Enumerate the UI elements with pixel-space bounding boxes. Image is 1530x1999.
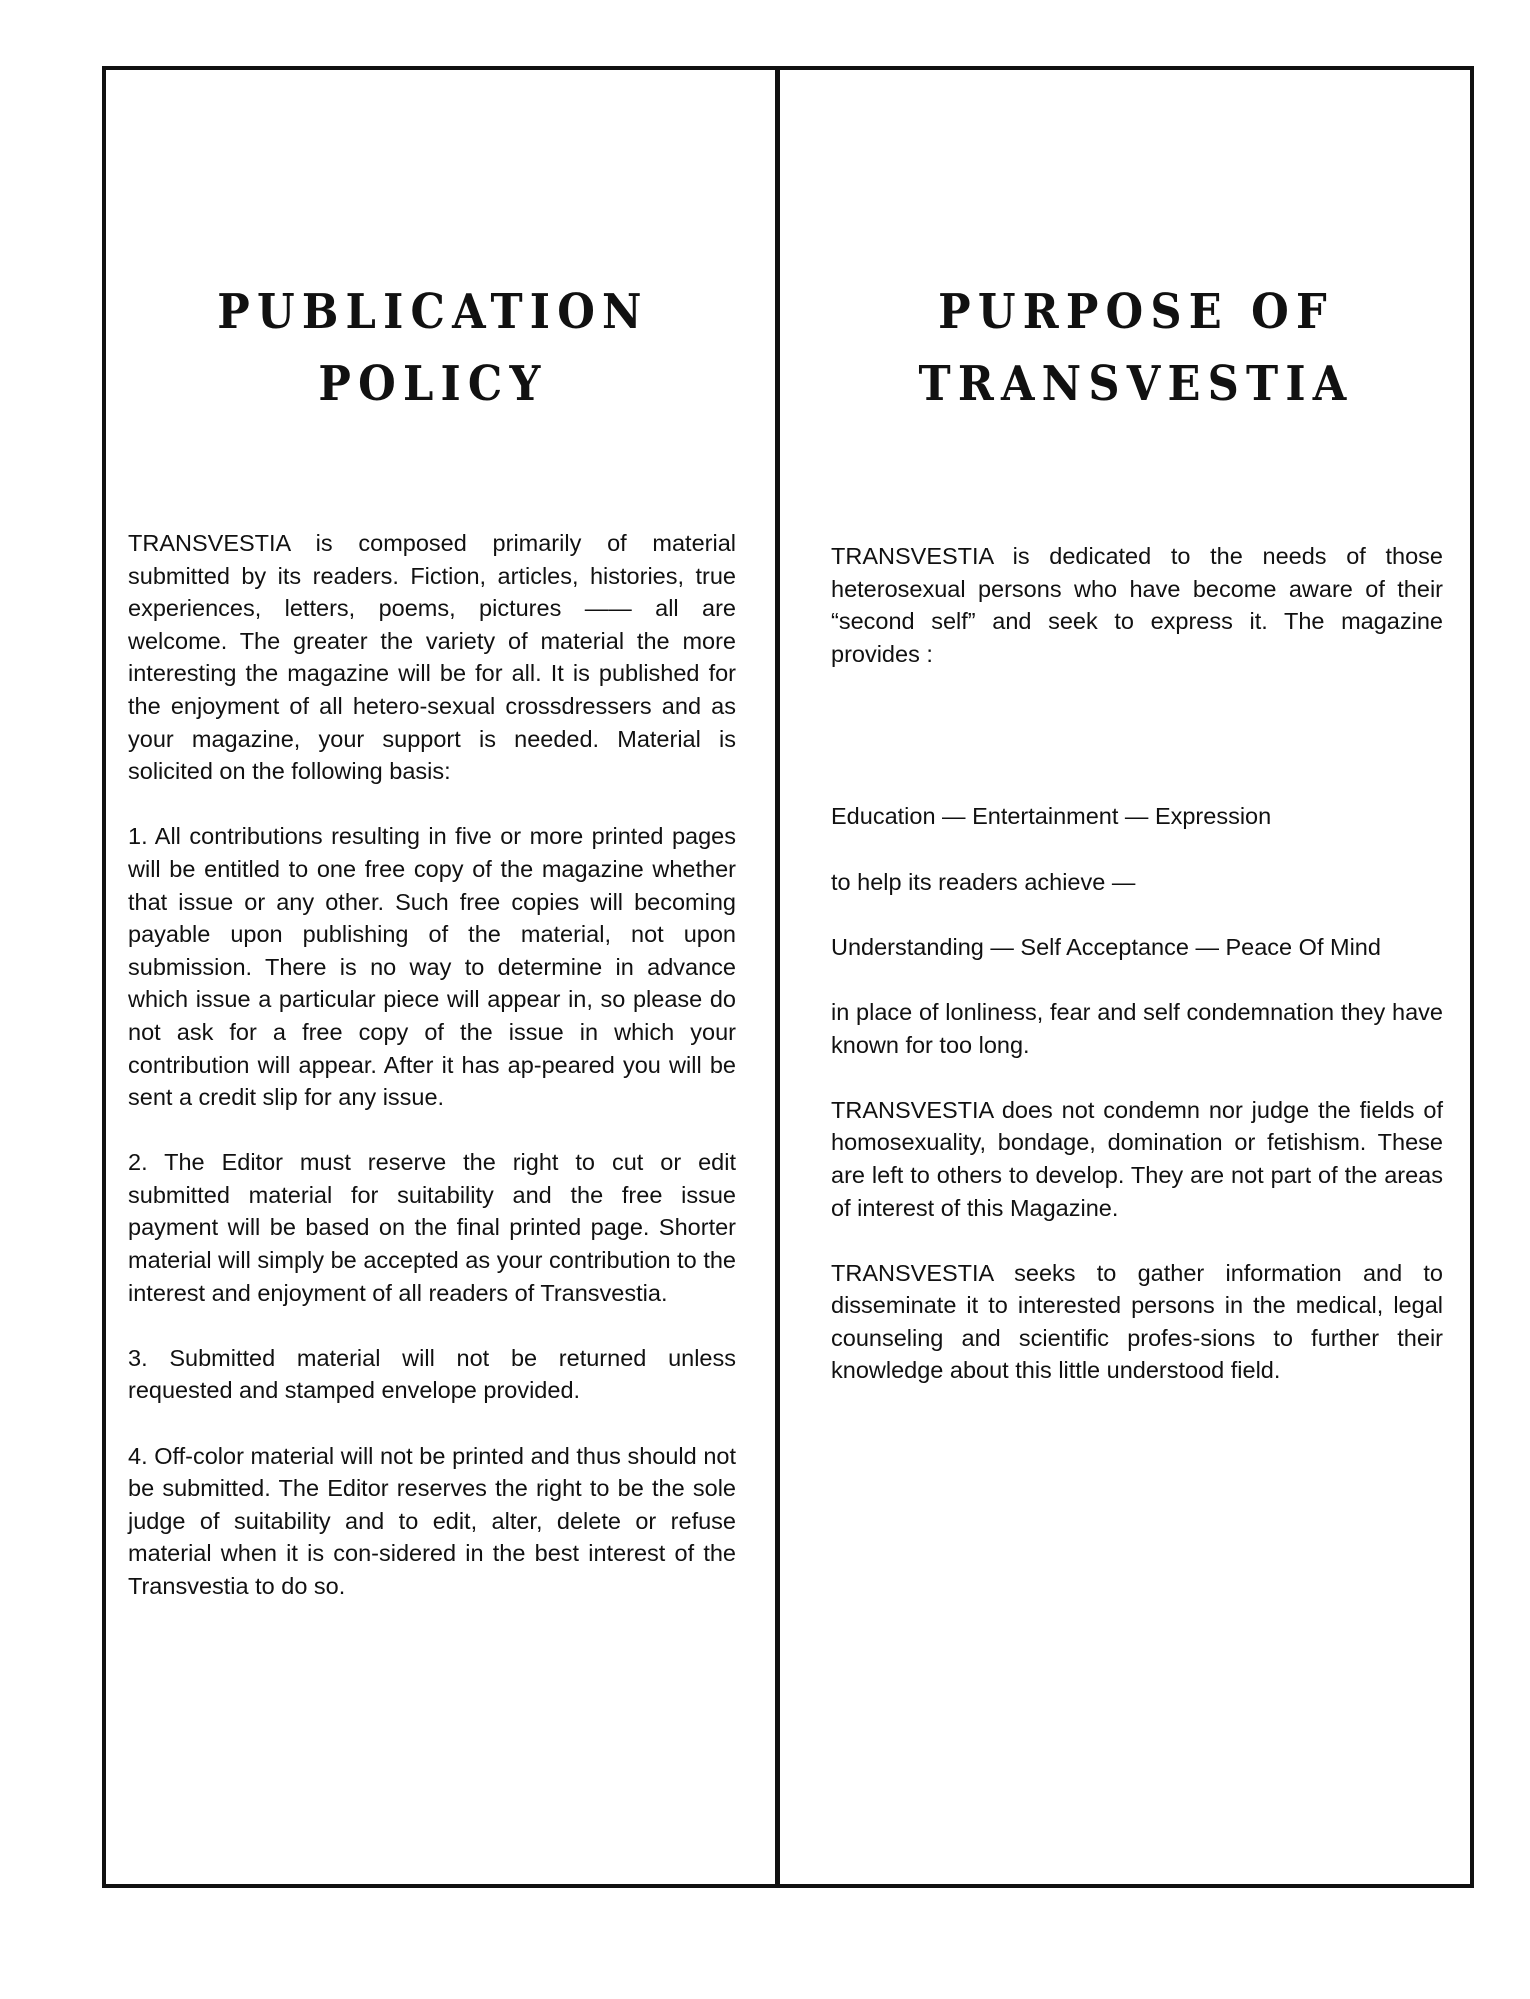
- purpose-heading: [835, 276, 1438, 420]
- heading-line: PURPOSE OF: [938, 284, 1334, 340]
- heading-line: PUBLICATION: [217, 284, 649, 340]
- paragraph: 1. All contributions resulting in five or more printed pages will be entitled to one free copy of the magazine whether that issue or any other. Such free copies will becoming payable upon publishing of the material, not upon submission. There is no way to determine in advance which issue a particular piece will appear in, so please do not ask for a free copy of the issue in which your contribution will appear. After it has ap-peared you will be sent a credit slip for any issue.: [128, 823, 736, 1111]
- paragraph: 4. Off-color material will not be printed and thus should not be submitted. The Editor reserves the right to be the sole judge of suitability and to edit, alter, delete or refuse material when it is con-sidered in the best interest of the Transvestia to do so.: [128, 1442, 736, 1599]
- paragraph: Education — Entertainment — Expression: [831, 803, 1272, 830]
- heading-line: TRANSVESTIA: [918, 356, 1354, 412]
- paragraph: 2. The Editor must reserve the right to cut or edit submitted material for suitability and the free issue payment will be based on the final printed page. Shorter material will simply be accepted as your contribution to the interest and enjoyment of all readers of Transvestia.: [128, 1149, 736, 1306]
- paragraph: TRANSVESTIA does not condemn nor judge the fields of homosexuality, bondage, domination or fetishism. These are left to others to develop. They are not part of the areas of interest of this Magazine.: [831, 1096, 1443, 1221]
- paragraph: TRANSVESTIA seeks to gather information and to disseminate it to interested persons in the medical, legal counseling and scientific profes-sions to further their knowledge about this little understood field.: [831, 1259, 1443, 1384]
- paragraph: TRANSVESTIA is dedicated to the needs of those heterosexual persons who have become aware of their “second self” and seek to express it. The magazine provides :: [831, 543, 1443, 667]
- policy-body: [128, 527, 736, 1635]
- purpose-body: [831, 540, 1443, 1420]
- publication-policy-heading: [141, 276, 726, 420]
- paragraph: to help its readers achieve —: [831, 868, 1136, 895]
- paragraph: in place of lonliness, fear and self condemnation they have known for too long.: [831, 998, 1443, 1058]
- paragraph: 3. Submitted material will not be returned unless requested and stamped envelope provided.: [128, 1344, 736, 1404]
- heading-line: POLICY: [318, 356, 548, 412]
- paragraph: TRANSVESTIA is composed primarily of material submitted by its readers. Fiction, articles, histories, true experiences, letters, poems, pictures —— all are welcome. The greater the variety of material the more interesting the magazine will be for all. It is published for the enjoyment of all hetero-sexual crossdressers and as your magazine, your support is needed. Material is solicited on the following basis:: [128, 530, 736, 785]
- paragraph: Understanding — Self Acceptance — Peace Of Mind: [831, 933, 1381, 960]
- column-divider: [775, 66, 780, 1888]
